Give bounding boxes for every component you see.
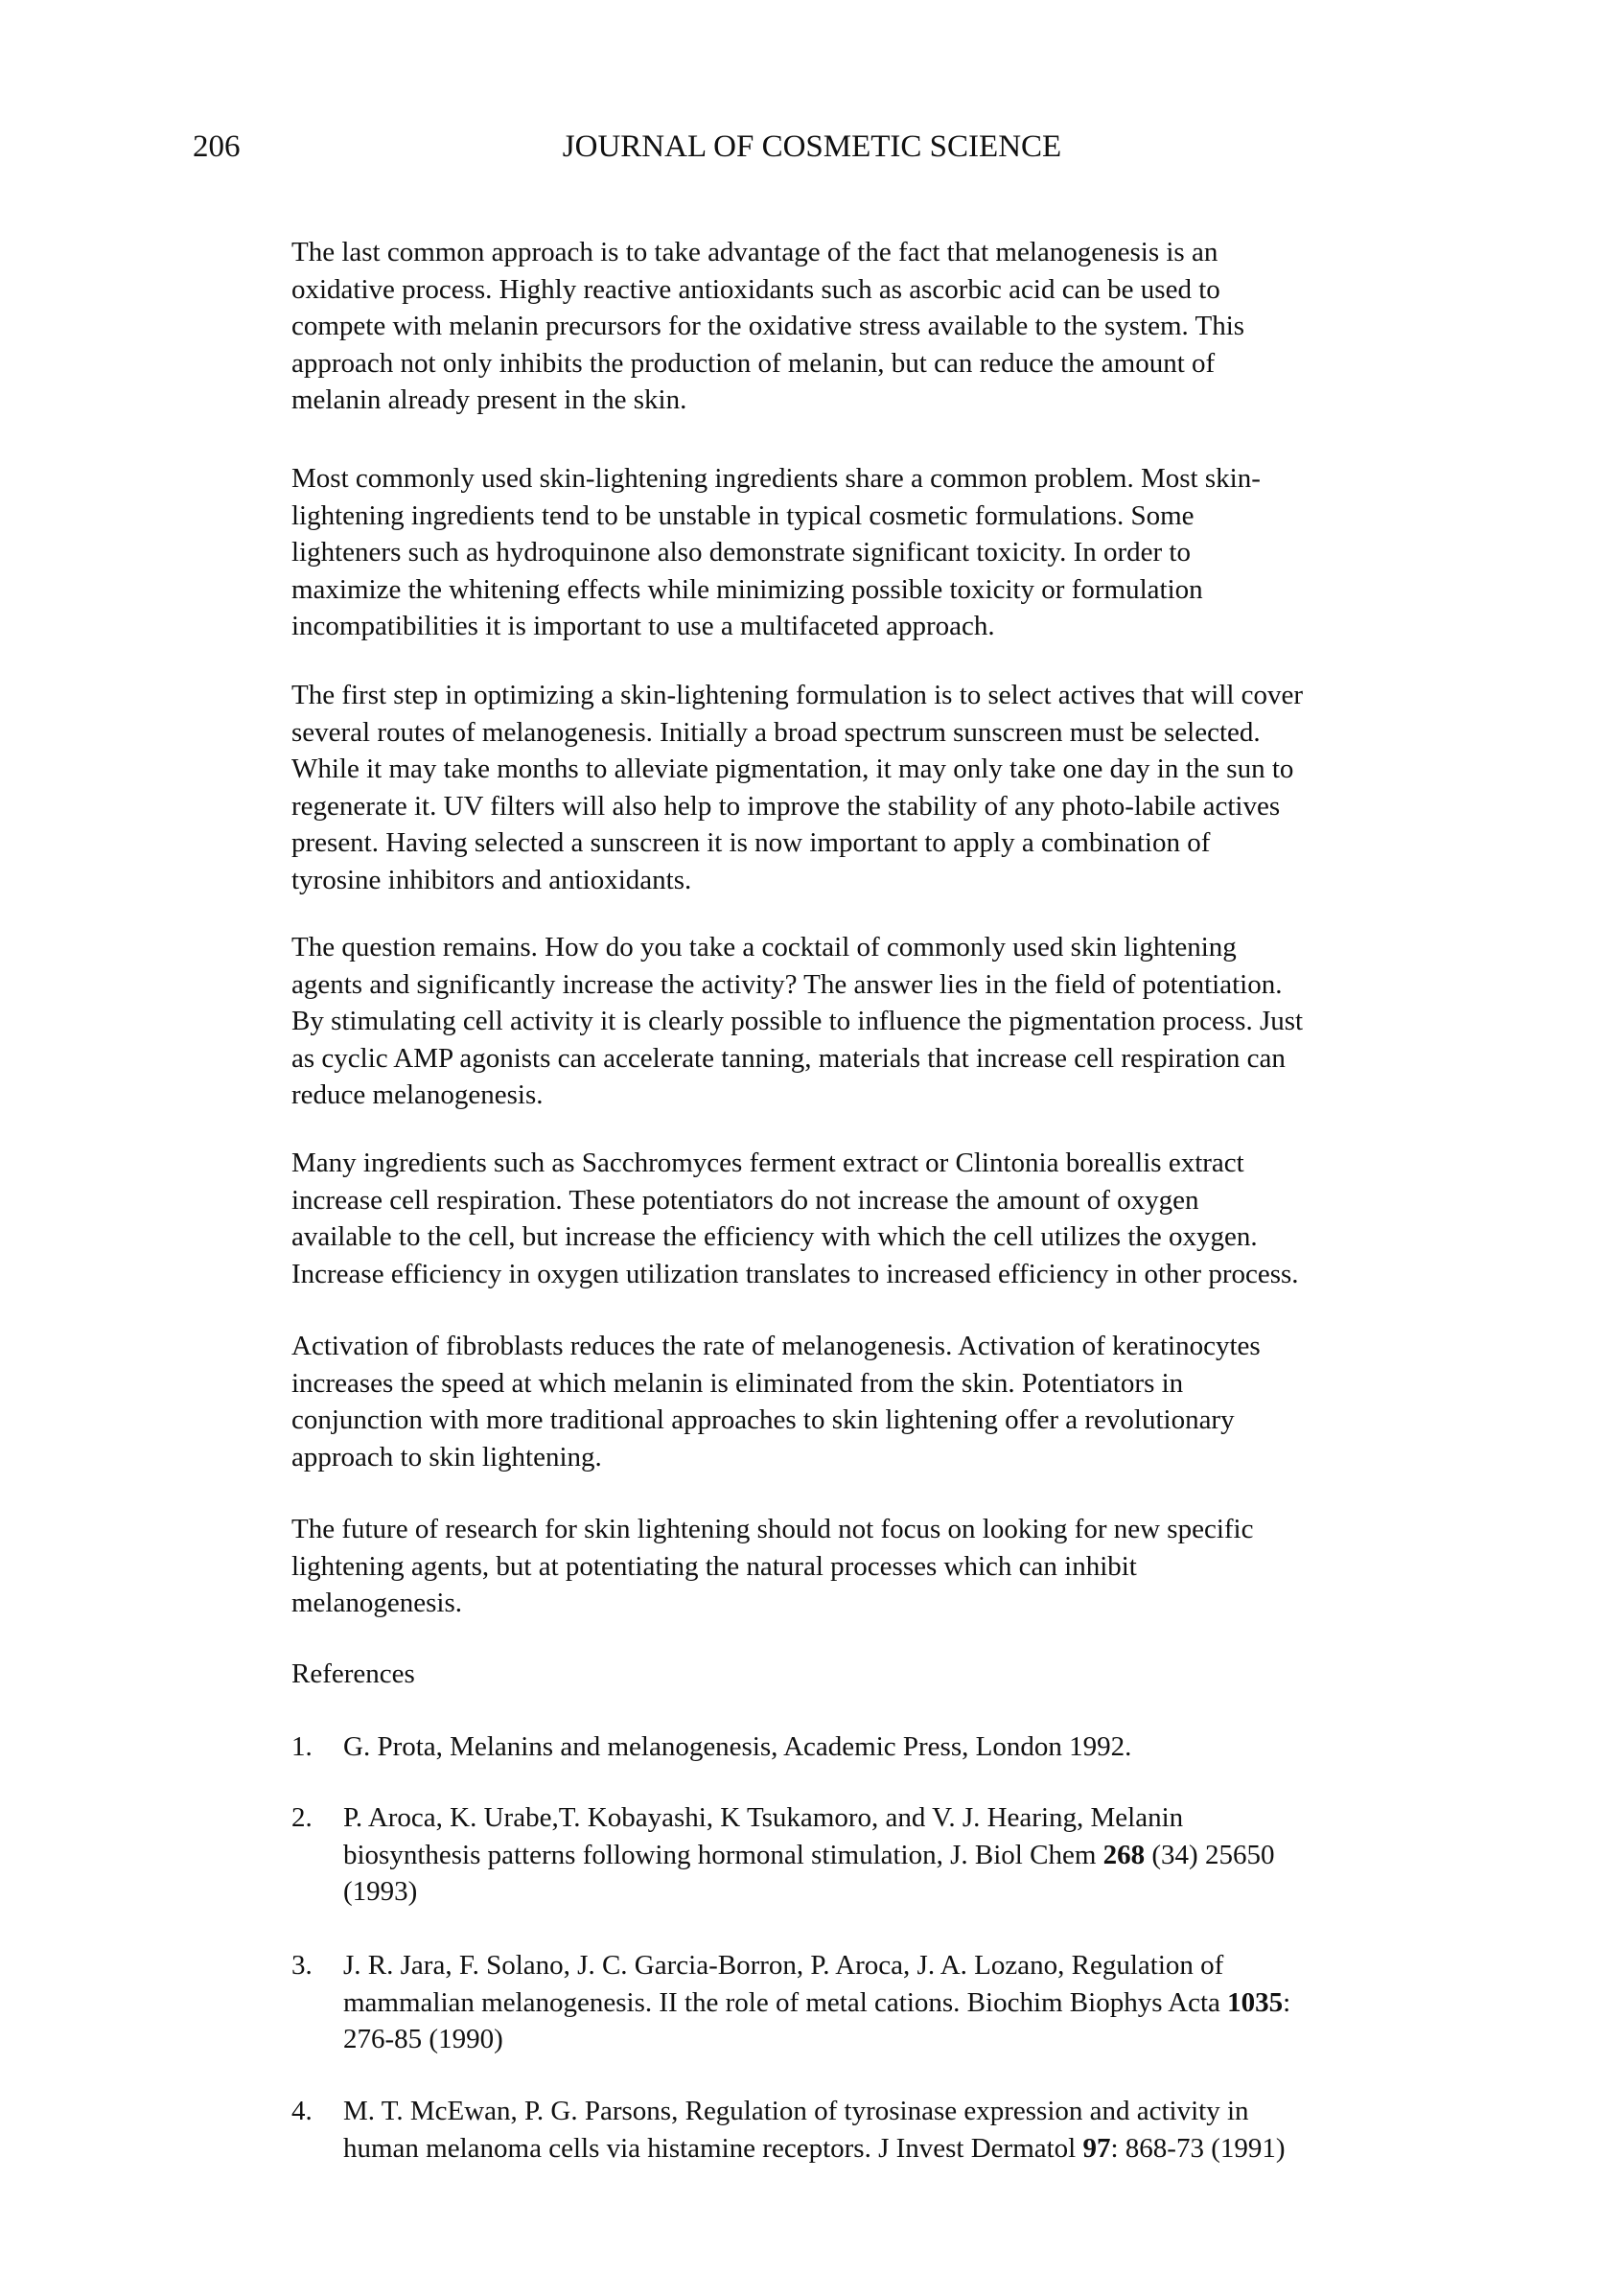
- text-line: While it may take months to alleviate pigmentation, it may only take one day in the sun to: [291, 754, 1294, 784]
- reference-text: [343, 2093, 1286, 2167]
- reference-number: 3.: [291, 1950, 313, 1981]
- reference-segment: G. Prota, Melanins and melanogenesis, Academic Press, London 1992.: [343, 1731, 1132, 1762]
- text-line: incompatibilities it is important to use a multifaceted approach.: [291, 611, 995, 641]
- reference-segment: P. Aroca, K. Urabe,T. Kobayashi, K Tsukamoro, and V. J. Hearing, Melanin: [343, 1802, 1184, 1833]
- text-line: several routes of melanogenesis. Initially a broad spectrum sunscreen must be selected.: [291, 716, 1261, 748]
- text-line: The last common approach is to take advantage of the fact that melanogenesis is an: [291, 237, 1218, 267]
- reference-segment: biosynthesis patterns following hormonal stimulation, J. Biol Chem: [343, 1839, 1103, 1870]
- text-line: regenerate it. UV filters will also help to improve the stability of any photo-labile actives: [291, 790, 1281, 822]
- text-line: present. Having selected a sunscreen it is now important to apply a combination of: [291, 827, 1211, 858]
- page-number: 206: [193, 129, 241, 164]
- text-line: approach not only inhibits the production of melanin, but can reduce the amount of: [291, 347, 1216, 379]
- text-line: melanogenesis.: [291, 1588, 462, 1618]
- text-line: increases the speed at which melanin is eliminated from the skin. Potentiators in: [291, 1367, 1184, 1399]
- text-line: conjunction with more traditional approaches to skin lightening offer a revolutionary: [291, 1404, 1235, 1435]
- text-line: The question remains. How do you take a cocktail of commonly used skin lightening: [291, 932, 1237, 962]
- reference-item: [291, 1728, 1131, 1766]
- reference-number: 4.: [291, 2096, 313, 2126]
- reference-segment: (34) 25650: [1145, 1839, 1275, 1870]
- paragraph: [291, 1511, 1253, 1622]
- volume-number: 97: [1082, 2132, 1111, 2164]
- reference-segment: : 868-73 (1991): [1110, 2132, 1286, 2164]
- text-line: compete with melanin precursors for the oxidative stress available to the system. This: [291, 311, 1245, 341]
- reference-item: [291, 1947, 1290, 2058]
- text-line: lighteners such as hydroquinone also demonstrate significant toxicity. In order to: [291, 537, 1191, 568]
- reference-line: [343, 1984, 1290, 2022]
- text-line: available to the cell, but increase the efficiency with which the cell utilizes the oxygen.: [291, 1221, 1258, 1252]
- references-heading: References: [291, 1658, 415, 1689]
- volume-number: 1035: [1227, 1986, 1284, 2018]
- reference-item: [291, 2093, 1286, 2167]
- reference-line: [343, 1837, 1274, 1874]
- text-line: Increase efficiency in oxygen utilization translates to increased efficiency in other process.: [291, 1258, 1299, 1289]
- reference-segment: :: [1283, 1986, 1291, 2018]
- reference-text: [343, 1728, 1131, 1766]
- running-title: JOURNAL OF COSMETIC SCIENCE: [562, 129, 1062, 164]
- reference-segment: (1993): [343, 1876, 418, 1907]
- reference-line: [343, 2021, 1290, 2058]
- reference-line: [343, 1873, 1274, 1911]
- reference-segment: mammalian melanogenesis. II the role of metal cations. Biochim Biophys Acta: [343, 1986, 1228, 2018]
- text-line: agents and significantly increase the activity? The answer lies in the field of potentiation.: [291, 968, 1283, 1000]
- volume-number: 268: [1102, 1839, 1146, 1870]
- paragraph: [291, 1328, 1261, 1475]
- reference-line: [343, 2130, 1286, 2168]
- reference-text: [343, 1799, 1274, 1911]
- paragraph: [291, 929, 1303, 1114]
- reference-number: 2.: [291, 1802, 313, 1833]
- text-line: tyrosine inhibitors and antioxidants.: [291, 864, 692, 895]
- reference-line: [343, 2093, 1286, 2130]
- text-line: melanin already present in the skin.: [291, 384, 687, 415]
- paragraph: [291, 677, 1303, 898]
- text-line: Most commonly used skin-lightening ingredients share a common problem. Most skin-: [291, 463, 1261, 494]
- reference-segment: human melanoma cells via histamine receptors. J Invest Dermatol: [343, 2132, 1083, 2164]
- reference-line: [343, 1947, 1290, 1984]
- text-line: oxidative process. Highly reactive antioxidants such as ascorbic acid can be used to: [291, 273, 1220, 305]
- text-line: lightening ingredients tend to be unstable in typical cosmetic formulations. Some: [291, 499, 1195, 531]
- text-line: Many ingredients such as Sacchromyces ferment extract or Clintonia boreallis extract: [291, 1148, 1244, 1178]
- text-line: as cyclic AMP agonists can accelerate tanning, materials that increase cell respiration can: [291, 1042, 1286, 1074]
- text-line: lightening agents, but at potentiating the natural processes which can inhibit: [291, 1550, 1137, 1582]
- reference-segment: 276-85 (1990): [343, 2024, 503, 2054]
- reference-line: [343, 1728, 1131, 1766]
- text-line: Activation of fibroblasts reduces the rate of melanogenesis. Activation of keratinocytes: [291, 1331, 1261, 1361]
- text-line: increase cell respiration. These potentiators do not increase the amount of oxygen: [291, 1184, 1199, 1216]
- paragraph: [291, 234, 1244, 419]
- text-line: reduce melanogenesis.: [291, 1079, 544, 1110]
- text-line: The first step in optimizing a skin-lightening formulation is to select actives that will cover: [291, 680, 1304, 710]
- text-line: The future of research for skin lightening should not focus on looking for new specific: [291, 1514, 1254, 1544]
- text-line: approach to skin lightening.: [291, 1441, 602, 1473]
- reference-segment: J. R. Jara, F. Solano, J. C. Garcia-Borron, P. Aroca, J. A. Lozano, Regulation of: [343, 1950, 1224, 1981]
- paragraph: [291, 1145, 1299, 1292]
- reference-segment: M. T. McEwan, P. G. Parsons, Regulation of tyrosinase expression and activity in: [343, 2096, 1249, 2126]
- paragraph: [291, 460, 1261, 645]
- reference-number: 1.: [291, 1731, 313, 1762]
- text-line: maximize the whitening effects while minimizing possible toxicity or formulation: [291, 573, 1203, 605]
- reference-line: [343, 1799, 1274, 1837]
- reference-text: [343, 1947, 1290, 2058]
- reference-item: [291, 1799, 1274, 1911]
- text-line: By stimulating cell activity it is clearly possible to influence the pigmentation process. Just: [291, 1006, 1304, 1036]
